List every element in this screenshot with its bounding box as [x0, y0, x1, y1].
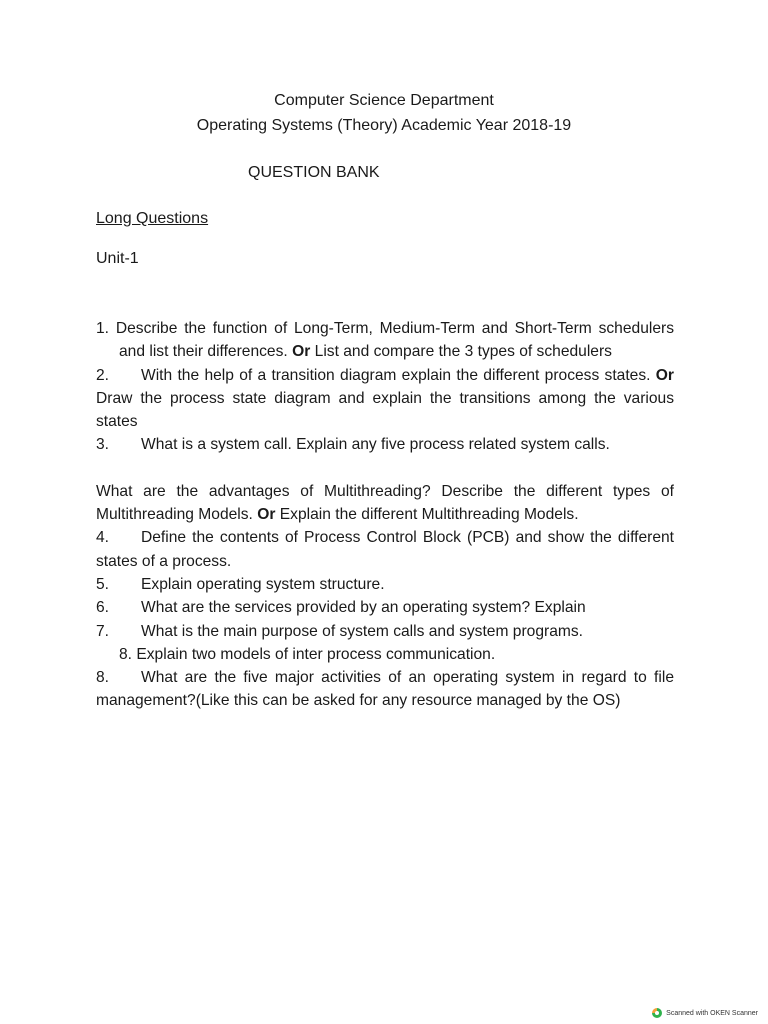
question-number: 2. — [96, 366, 110, 384]
scanner-label: Scanned with OKEN Scanner — [666, 1009, 758, 1017]
question-number: 8. — [96, 669, 110, 687]
question-4 — [96, 526, 674, 573]
unit-heading: Unit-1 — [96, 250, 139, 267]
question-text: Explain two models of inter process communication. — [136, 645, 496, 663]
question-text: Explain operating system structure. — [141, 575, 385, 593]
question-7 — [96, 620, 674, 643]
department-title: Computer Science Department — [274, 92, 494, 109]
question-number: 5. — [96, 575, 110, 593]
question-6 — [96, 596, 674, 619]
question-list — [96, 317, 674, 713]
question-2 — [96, 364, 674, 434]
question-text: What are the five major activities of an operating system in regard to file management?(Like this can be asked for any resource managed by the OS) — [96, 669, 674, 710]
question-1 — [96, 317, 674, 364]
question-number: 4. — [96, 529, 110, 547]
or-keyword: Or — [655, 366, 674, 384]
oken-logo-icon — [652, 1008, 662, 1018]
question-number: 6. — [96, 599, 110, 617]
question-5 — [96, 573, 674, 596]
or-keyword: Or — [257, 506, 276, 524]
question-number: 3. — [96, 436, 110, 454]
question-8a — [96, 643, 674, 666]
question-text-alt: Explain the different Multithreading Models. — [279, 506, 579, 524]
question-3 — [96, 433, 674, 456]
question-number: 8. — [119, 645, 133, 663]
question-text: What is the main purpose of system calls and system programs. — [141, 622, 583, 640]
spacer — [96, 457, 674, 480]
question-multithreading — [96, 480, 674, 527]
question-text: What is a system call. Explain any five process related system calls. — [141, 436, 610, 454]
question-number: 1. — [96, 320, 110, 337]
question-text: What are the services provided by an operating system? Explain — [141, 599, 586, 617]
question-text: With the help of a transition diagram explain the different process states. — [141, 366, 651, 384]
question-text-alt: List and compare the 3 types of schedulers — [314, 343, 612, 361]
question-text-alt: Draw the process state diagram and explain the transitions among the various states — [96, 389, 674, 431]
long-questions-heading: Long Questions — [96, 210, 209, 227]
question-text: Define the contents of Process Control Block (PCB) and show the different states of a process. — [96, 529, 674, 570]
course-title: Operating Systems (Theory) Academic Year 2018-19 — [196, 117, 572, 134]
question-8b — [96, 666, 674, 713]
question-text: What are the advantages of Multithreading? Describe the different types of Multithreading Models. — [96, 482, 674, 524]
or-keyword: Or — [292, 343, 311, 361]
scanner-watermark — [652, 1008, 758, 1018]
question-number: 7. — [96, 622, 110, 640]
question-bank-heading: QUESTION BANK — [248, 164, 380, 181]
question-text: Describe the function of Long-Term, Medium-Term and Short-Term schedulers and list their differences. — [115, 320, 674, 361]
